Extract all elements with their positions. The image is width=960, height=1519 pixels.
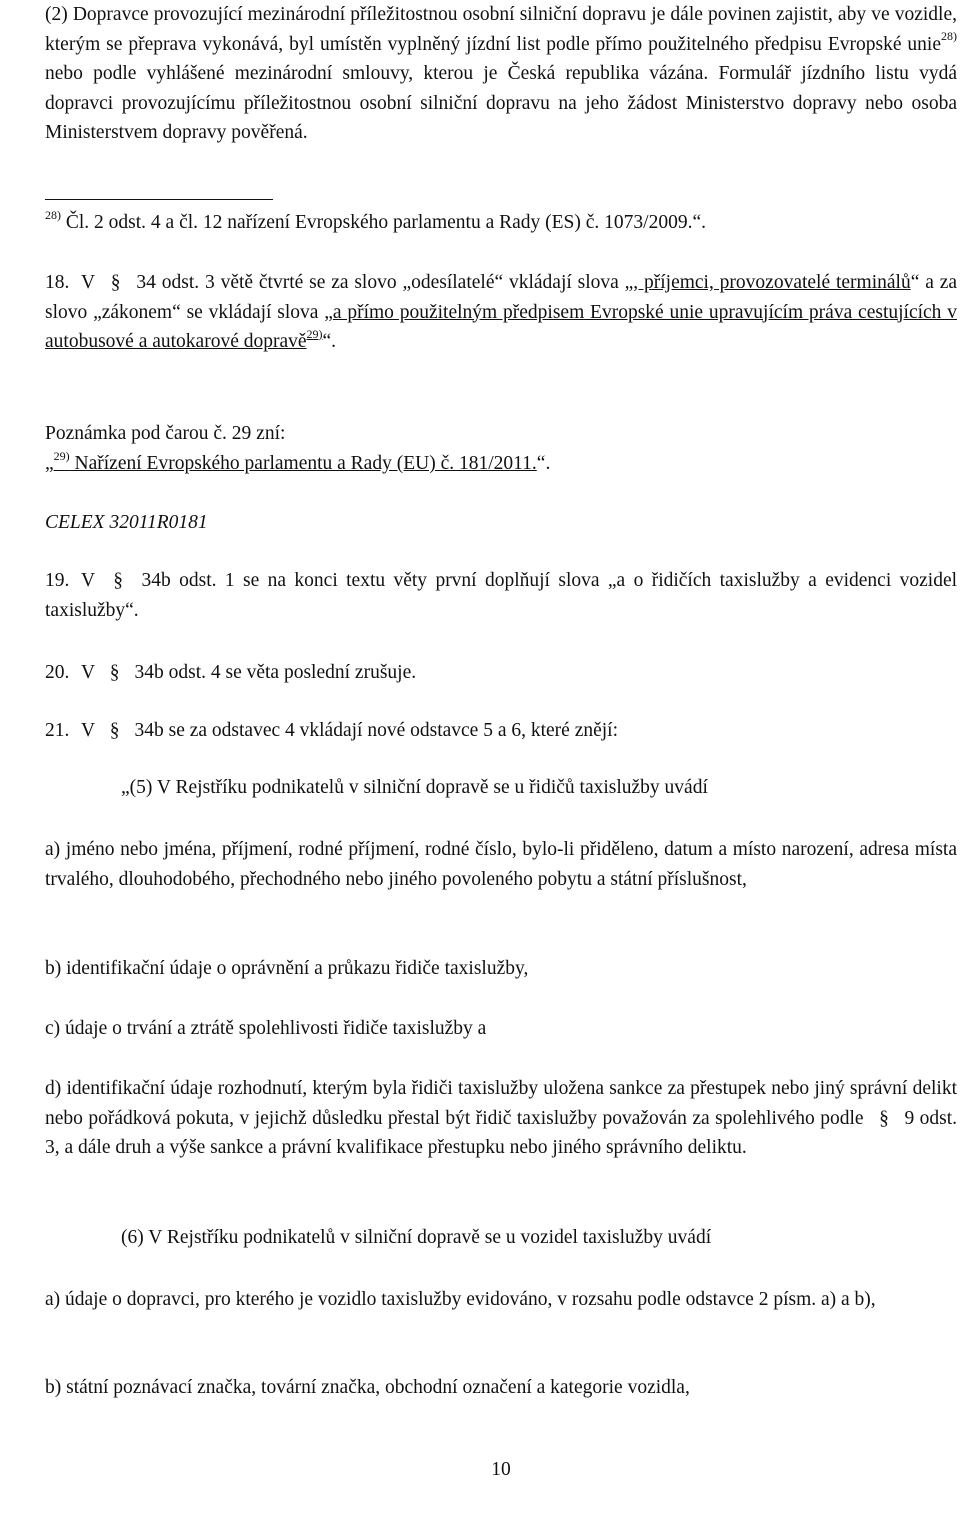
note-29	[45, 449, 957, 479]
note-29-text: Nařízení Evropského parlamentu a Rady (EU) č. 181/2011.	[69, 453, 537, 474]
item-18-inserted-2: a přímo použitelným předpisem Evropské unie upravujícím práva cestujících v autobusové a autokarové dopravě	[45, 301, 957, 352]
footnote-ref-28: 28)	[941, 29, 957, 43]
paragraph-6-a: a) údaje o dopravci, pro kterého je vozidlo taxislužby evidováno, v rozsahu podle odstavce 2 písm. a) a b),	[45, 1289, 876, 1310]
item-19	[45, 566, 957, 625]
paragraph-2-text: (2) Dopravce provozující mezinárodní příležitostnou osobní silniční dopravu je dále povinen zajistit, aby ve vozidle, kterým se přeprava vykonává, byl umístěn vyplněný jízdní list podle přímo použitelného předpisu Evropské unie	[45, 4, 957, 55]
section-sign: §	[879, 1107, 889, 1129]
footnote-28-marker: 28)	[45, 207, 61, 222]
celex-reference: CELEX 32011R0181	[45, 512, 208, 533]
item-18	[45, 268, 957, 357]
paragraph-5-d-text-b: 9 odst. 3, a dále druh a výše sankce a právní kvalifikace přestupku nebo jiného správního deliktu.	[45, 1107, 958, 1158]
paragraph-5-d	[45, 1074, 957, 1163]
footnote-28	[45, 208, 957, 238]
section-sign: §	[113, 570, 123, 591]
note-29-heading: Poznámka pod čarou č. 29 zní:	[45, 423, 286, 444]
paragraph-5-intro: „(5) V Rejstříku podnikatelů v silniční dopravě se u řidičů taxislužby uvádí	[121, 777, 708, 798]
paragraph-5-c: c) údaje o trvání a ztrátě spolehlivosti řidiče taxislužby a	[45, 1018, 487, 1039]
paragraph-6-intro: (6) V Rejstříku podnikatelů v silniční dopravě se u vozidel taxislužby uvádí	[121, 1227, 712, 1248]
paragraph-2-text-cont: nebo podle vyhlášené mezinárodní smlouvy, kterou je Česká republika vázána. Formulář jízdního listu vydá dopravci provozujícímu příležitostnou osobní silniční dopravu na jeho žádost Ministerstvo dopravy nebo osoba Ministerstvem dopravy pověřená.	[45, 63, 957, 143]
item-21	[45, 716, 957, 746]
paragraph-5-a: a) jméno nebo jména, příjmení, rodné příjmení, rodné číslo, bylo-li přiděleno, datum a místo narození, adresa místa trvalého, dlouhodobého, přechodného nebo jiného povoleného pobytu a státní příslušnost,	[45, 839, 957, 890]
note-29-marker: 29)	[53, 448, 70, 463]
item-19-number: 19.	[45, 570, 70, 591]
item-20-number: 20.	[45, 662, 70, 683]
item-18-number: 18.	[45, 272, 70, 293]
paragraph-6-b: b) státní poznávací značka, tovární značka, obchodní označení a kategorie vozidla,	[45, 1377, 690, 1398]
paragraph-2	[45, 0, 957, 148]
item-18-text: V	[81, 272, 95, 293]
item-18-text-c: “ a za slovo „zákonem“ se vkládají slova „	[45, 272, 958, 323]
note-29-open-quote: „	[45, 453, 54, 474]
footnote-ref-29: 29)	[306, 326, 323, 341]
note-29-close-quote: “.	[536, 453, 551, 474]
footnote-rule	[45, 199, 273, 200]
section-sign: §	[109, 720, 120, 741]
item-21-text-b: 34b se za odstavec 4 vkládají nové odstavce 5 a 6, které znějí:	[134, 720, 619, 741]
item-18-inserted-1: , příjemci, provozovatelé terminálů	[633, 272, 911, 293]
item-18-text-b: 34 odst. 3 větě čtvrté se za slovo „odesílatelé“ vkládají slova „	[136, 272, 634, 293]
section-sign: §	[110, 272, 121, 293]
item-18-text-d: “.	[322, 331, 337, 352]
item-21-text: V	[81, 720, 95, 741]
item-19-text: V	[81, 570, 95, 591]
page-number: 10	[491, 1459, 511, 1480]
footnote-28-text: Čl. 2 odst. 4 a čl. 12 nařízení Evropského parlamentu a Rady (ES) č. 1073/2009.“.	[61, 212, 706, 233]
item-19-text-b: 34b odst. 1 se na konci textu věty první doplňují slova „a o řidičích taxislužby a evidenci vozidel taxislužby“.	[45, 570, 958, 621]
item-20-text-b: 34b odst. 4 se věta poslední zrušuje.	[134, 662, 417, 683]
item-21-number: 21.	[45, 720, 70, 741]
paragraph-5-d-text: d) identifikační údaje rozhodnutí, kterým byla řidiči taxislužby uložena sankce za přestupek nebo jiný správní delikt nebo pořádková pokuta, v jejichž důsledku přestal být řidič taxislužby považován za spolehlivého podle	[45, 1078, 957, 1129]
section-sign: §	[109, 662, 120, 683]
item-20	[45, 658, 957, 688]
paragraph-5-b: b) identifikační údaje o oprávnění a průkazu řidiče taxislužby,	[45, 958, 529, 979]
item-20-text: V	[81, 662, 95, 683]
